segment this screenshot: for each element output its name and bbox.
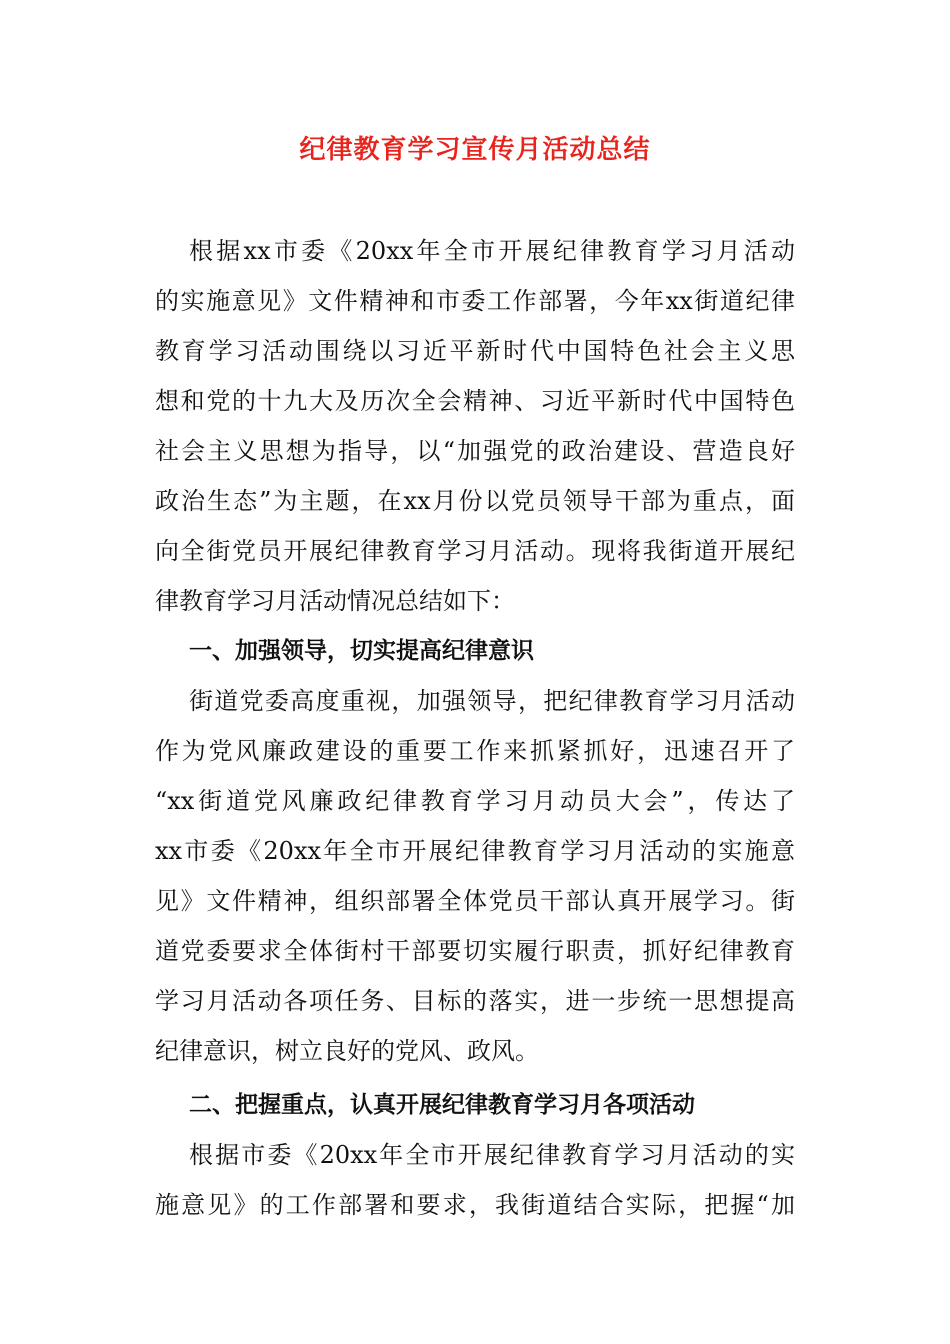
section1-line: 学习月活动各项任务、目标的落实，进一步统一思想提高 — [155, 987, 795, 1015]
intro-line: 根据xx市委《20xx年全市开展纪律教育学习月活动 — [189, 237, 795, 265]
section2-line: 施意见》的工作部署和要求，我街道结合实际，把握“加 — [155, 1191, 795, 1219]
section1-line: 作为党风廉政建设的重要工作来抓紧抓好，迅速召开了 — [155, 737, 795, 765]
section1-line: 见》文件精神，组织部署全体党员干部认真开展学习。街 — [155, 887, 795, 915]
intro-line: 政治生态”为主题，在xx月份以党员领导干部为重点，面 — [155, 487, 795, 515]
intro-line: 的实施意见》文件精神和市委工作部署，今年xx街道纪律 — [155, 287, 795, 315]
intro-line: 社会主义思想为指导，以“加强党的政治建设、营造良好 — [155, 437, 795, 465]
section1-line: 道党委要求全体街村干部要切实履行职责，抓好纪律教育 — [155, 937, 795, 965]
intro-line: 律教育学习月活动情况总结如下： — [155, 587, 515, 615]
section2-line: 根据市委《20xx年全市开展纪律教育学习月活动的实 — [189, 1141, 795, 1169]
section-heading-1: 一、加强领导，切实提高纪律意识 — [189, 638, 534, 664]
section1-line: xx市委《20xx年全市开展纪律教育学习月活动的实施意 — [155, 837, 795, 865]
section1-line: 街道党委高度重视，加强领导，把纪律教育学习月活动 — [189, 687, 795, 715]
intro-line: 向全街党员开展纪律教育学习月活动。现将我街道开展纪 — [155, 537, 795, 565]
intro-line: 想和党的十九大及历次全会精神、习近平新时代中国特色 — [155, 387, 795, 415]
document-title: 纪律教育学习宣传月活动总结 — [299, 135, 651, 165]
document-body — [155, 226, 795, 1230]
intro-line: 教育学习活动围绕以习近平新时代中国特色社会主义思 — [155, 337, 795, 365]
section1-line: “xx街道党风廉政纪律教育学习月动员大会”，传达了 — [155, 787, 795, 815]
section-heading-2: 二、把握重点，认真开展纪律教育学习月各项活动 — [189, 1092, 695, 1118]
section1-line: 纪律意识，树立良好的党风、政风。 — [155, 1037, 539, 1065]
